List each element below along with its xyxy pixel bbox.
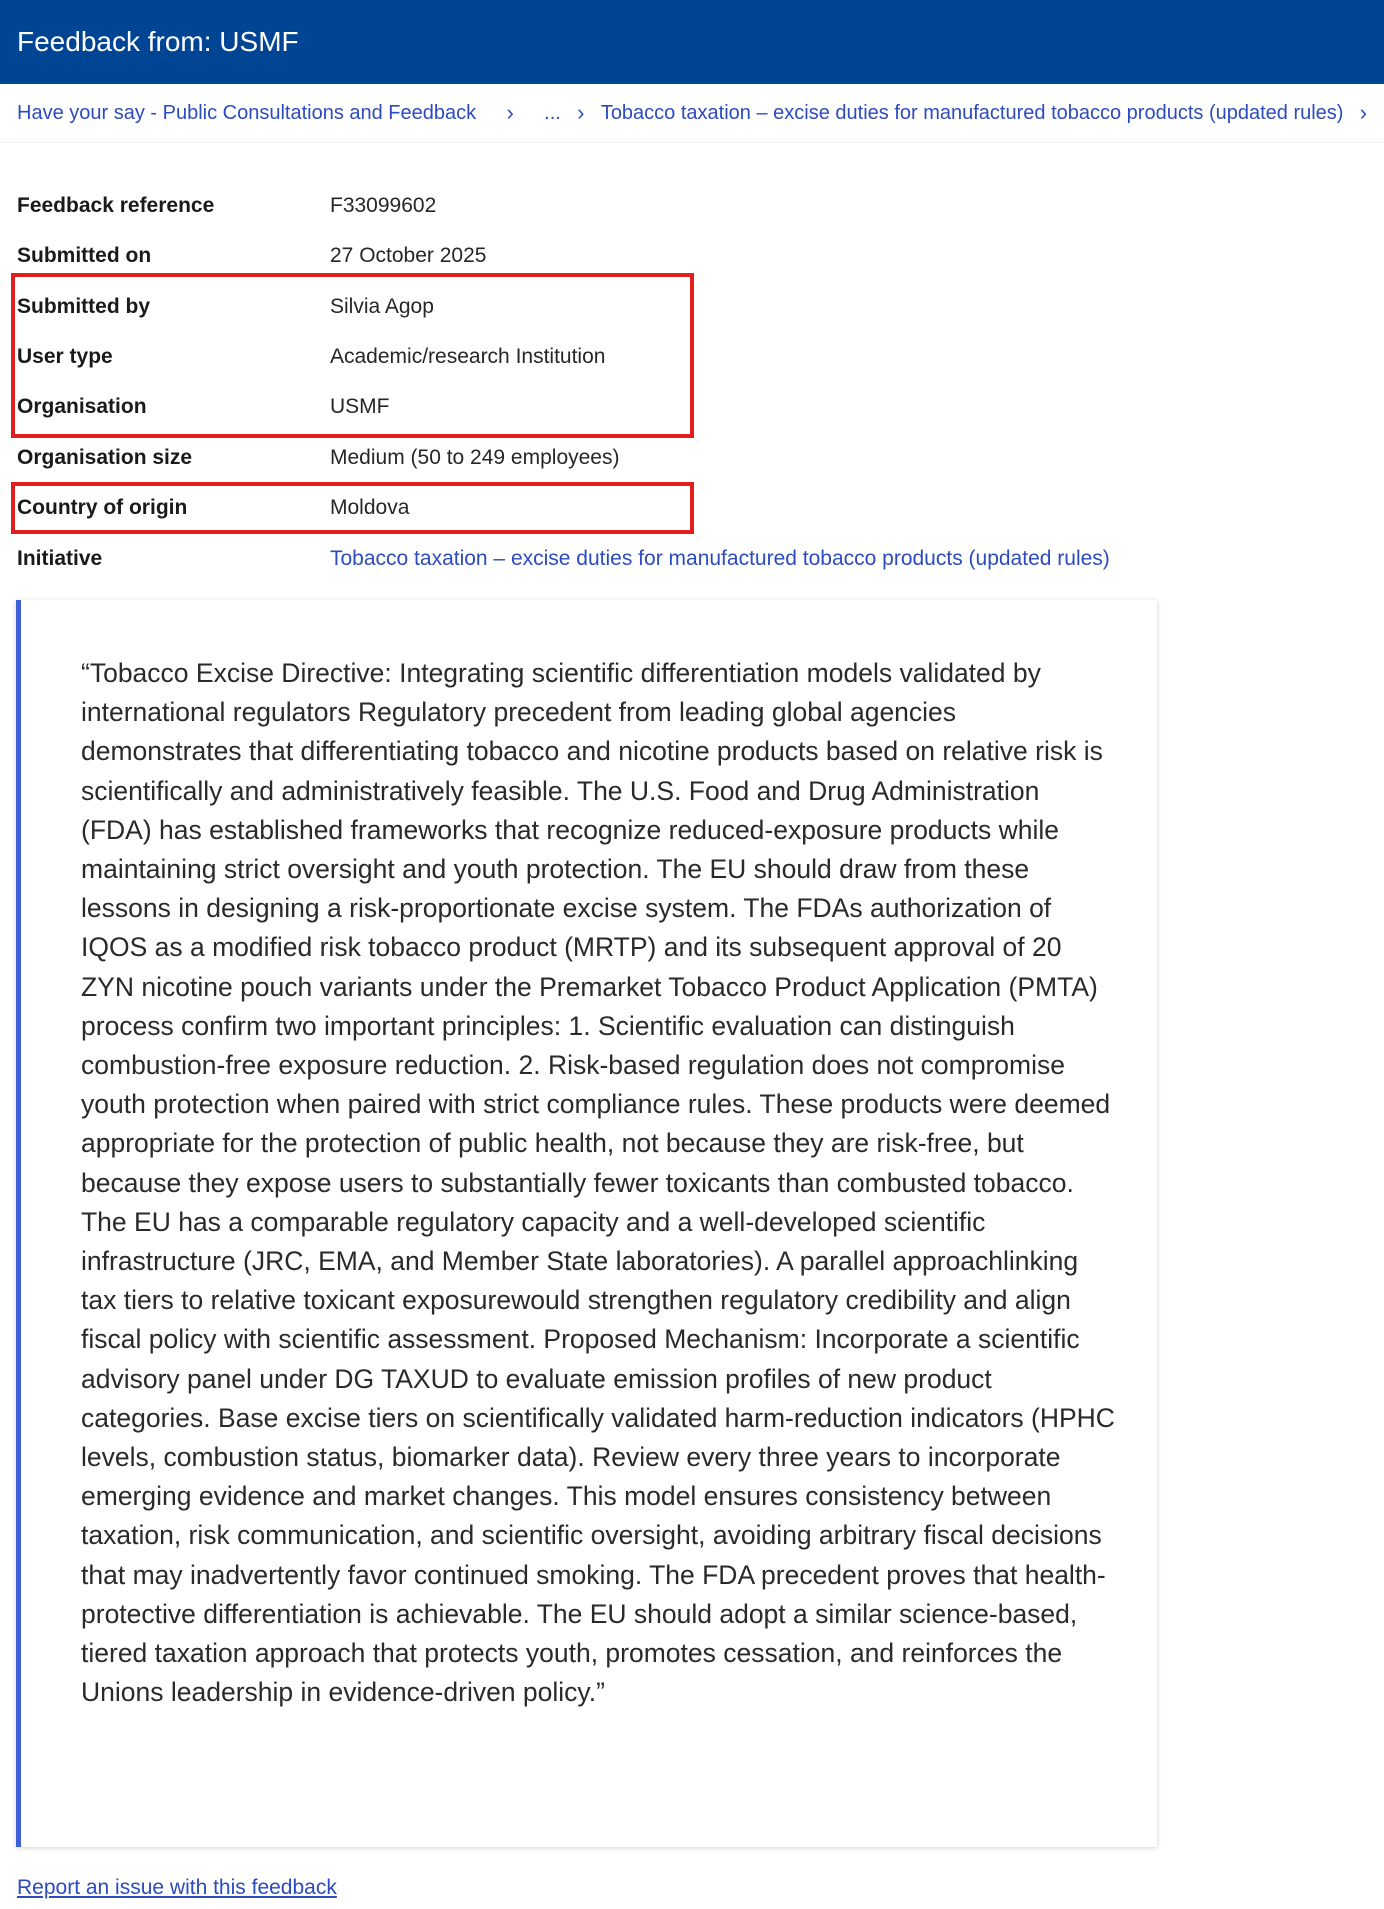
- detail-label: User type: [17, 345, 113, 368]
- detail-label: Feedback reference: [17, 194, 215, 217]
- report-issue-link[interactable]: Report an issue with this feedback: [17, 1876, 337, 1899]
- chevron-right-icon: ›: [1359, 100, 1368, 125]
- initiative-link[interactable]: Tobacco taxation – excise duties for manufactured tobacco products (updated rules): [330, 547, 1110, 570]
- detail-row-organisation-size: [17, 438, 1317, 478]
- breadcrumb-link-have-your-say[interactable]: Have your say - Public Consultations and Feedback: [17, 101, 477, 124]
- chevron-right-icon: ›: [506, 100, 514, 125]
- detail-row-submitted-on: [17, 236, 1317, 276]
- breadcrumb-ellipsis[interactable]: ...: [544, 101, 561, 124]
- highlight-box-submitter: [11, 273, 694, 438]
- detail-value: Medium (50 to 249 employees): [330, 446, 620, 469]
- detail-value: Silvia Agop: [330, 295, 434, 318]
- detail-value: Moldova: [330, 496, 410, 519]
- detail-value: Academic/research Institution: [330, 345, 606, 368]
- detail-row-initiative: [17, 539, 1317, 579]
- detail-value: USMF: [330, 395, 390, 418]
- detail-label: Initiative: [17, 547, 103, 570]
- highlight-box-country: [11, 482, 694, 534]
- detail-label: Organisation size: [17, 446, 193, 469]
- breadcrumb: [0, 84, 1384, 143]
- chevron-right-icon: ›: [577, 100, 585, 125]
- detail-label: Country of origin: [17, 496, 188, 519]
- breadcrumb-link-initiative[interactable]: Tobacco taxation – excise duties for manufactured tobacco products (updated rules): [600, 101, 1344, 124]
- page-header: [0, 0, 1384, 84]
- detail-label: Submitted by: [17, 295, 151, 318]
- detail-label: Organisation: [17, 395, 147, 418]
- feedback-card: [16, 600, 1157, 1847]
- detail-label: Submitted on: [17, 244, 152, 267]
- detail-value: 27 October 2025: [330, 244, 487, 267]
- page-title: Feedback from: USMF: [17, 26, 299, 57]
- detail-value: F33099602: [330, 194, 437, 217]
- feedback-text: “Tobacco Excise Directive: Integrating scientific differentiation models validated by international regulators Regulatory precedent from leading global agencies demonstrates that differentiating tobacco and nicotine products based on relative risk is scientifically and administratively feasible. The U.S. Food and Drug Administration (FDA) has established frameworks that recognize reduced-exposure products while maintaining strict oversight and youth protection. The EU should draw from these lessons in designing a risk-proportionate excise system. The FDAs authorization of IQOS as a modified risk tobacco product (MRTP) and its subsequent approval of 20 ZYN nicotine pouch variants under the Premarket Tobacco Product Application (PMTA) process confirm two important principles: 1. Scientific evaluation can distinguish combustion-free exposure reduction. 2. Risk-based regulation does not compromise youth protection when paired with strict compliance rules. These products were deemed appropriate for the protection of public health, not because they are risk-free, but because they expose users to substantially fewer toxicants than combusted tobacco. The EU has a comparable regulatory capacity and a well-developed scientific infrastructure (JRC, EMA, and Member State laboratories). A parallel approachlinking tax tiers to relative toxicant exposurewould strengthen regulatory credibility and align fiscal policy with scientific assessment. Proposed Mechanism: Incorporate a scientific advisory panel under DG TAXUD to evaluate emission profiles of new product categories. Base excise tiers on scientifically validated harm-reduction indicators (HPHC levels, combustion status, biomarker data). Review every three years to incorporate emerging evidence and market changes. This model ensures consistency between taxation, risk communication, and scientific oversight, avoiding arbitrary fiscal decisions that may inadvertently favor continued smoking. The FDA precedent proves that health-protective differentiation is achievable. The EU should adopt a similar science-based, tiered taxation approach that protects youth, promotes cessation, and reinforces the Unions leadership in evidence-driven policy.”: [81, 658, 1115, 1708]
- detail-row-feedback-reference: [17, 186, 1317, 226]
